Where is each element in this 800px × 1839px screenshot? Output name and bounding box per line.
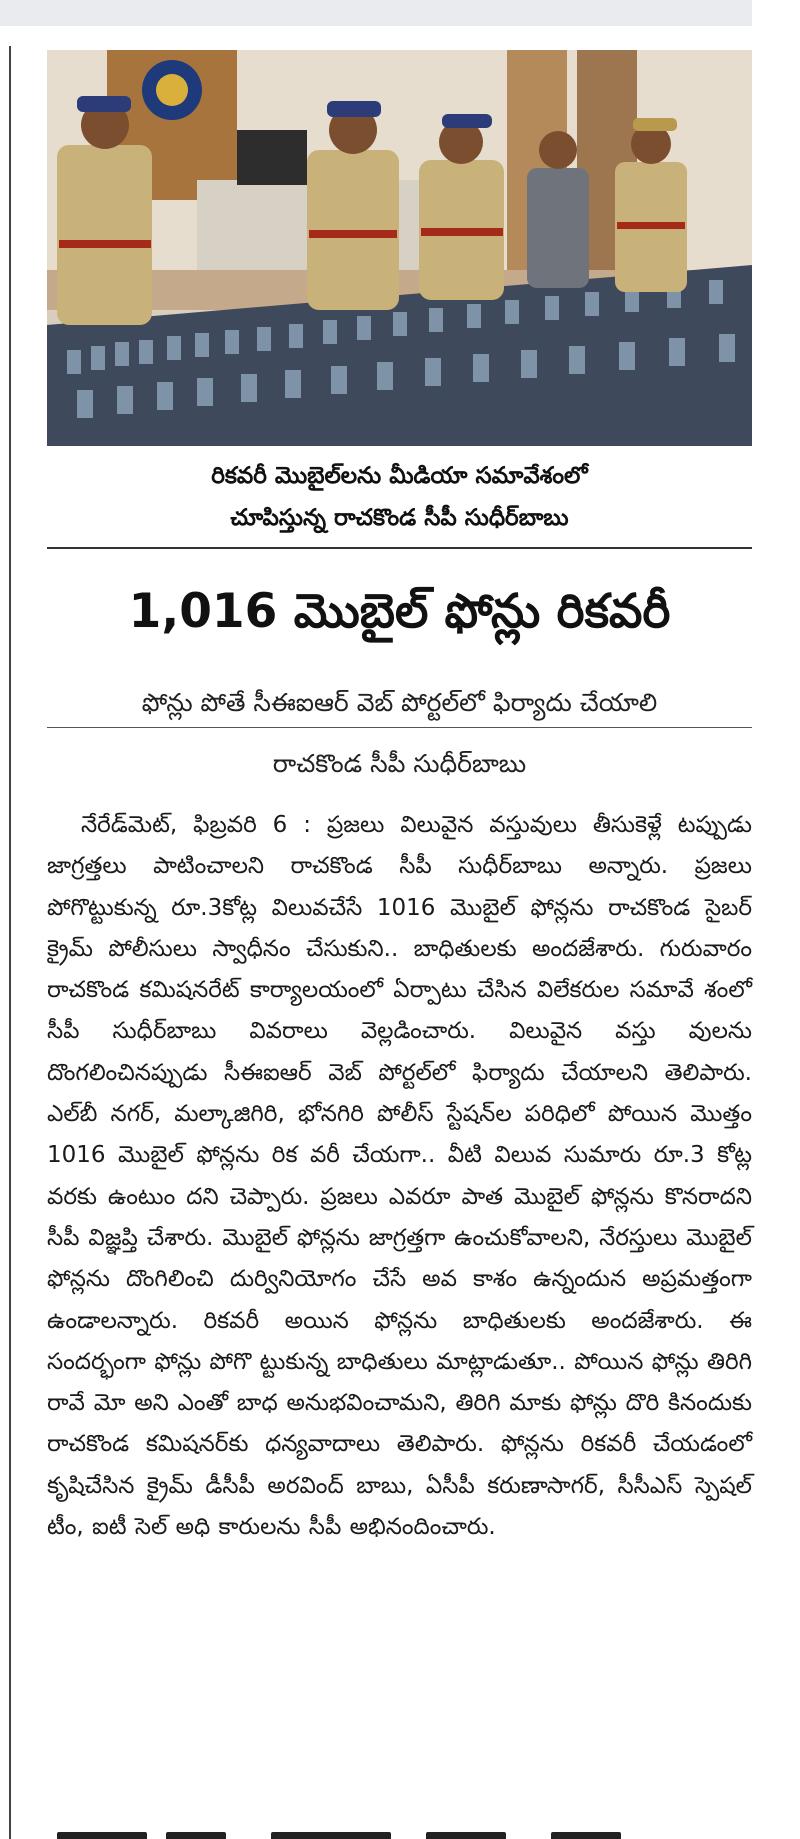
article-body: నేరేడ్‌మెట్, ఫిబ్రవరి 6 : ప్రజలు విలువైన వస్తువులు తీసుకెళ్లే టప్పుడు జాగ్రత్తలు పాటించాలని రాచకొండ సీపీ సుధీర్‌బాబు అన్నారు. ప్రజలు పోగొట్టుకున్న రూ.3కోట్ల విలువచేసే 1016 మొబైల్ ఫోన్లను రాచకొండ సైబర్ క్రైమ్ పోలీసులు స్వాధీనం చేసుకుని.. బాధితులకు అందజేశారు. గురువారం రాచకొండ కమిషనరేట్ కార్యాలయంలో ఏర్పాటు చేసిన విలేకరుల సమావే శంలో సీపీ సుధీర్‌బాబు వివరాలు వెల్లడించారు. విలువైన వస్తు వులను దొంగలించినప్పుడు సీఈఐఆర్ వెబ్ పోర్టల్‌లో ఫిర్యాదు చేయాలని తెలిపారు. ఎల్‌బీ నగర్, మల్కాజిగిరి, భోనగిరి పోలీస్ స్టేషన్‌ల పరిధిలో పోయిన మొత్తం 1016 మొబైల్ ఫోన్లను రిక వరీ చేయగా.. వీటి విలువ సుమారు రూ.3 కోట్ల వరకు ఉంటుం దని చెప్పారు. ప్రజలు ఎవరూ పాత మొబైల్ ఫోన్లను కొనరాదని సీపీ విజ్ఞప్తి చేశారు. మొబైల్ ఫోన్లను జాగ్రత్తగా ఉంచుకోవాలని, నేరస్తులు మొబైల్ ఫోన్లను దొంగిలించి దుర్వినియోగం చేసే అవ కాశం ఉన్నందున అప్రమత్తంగా ఉండాలన్నారు. రికవరీ అయిన ఫోన్లను బాధితులకు అందజేశారు. ఈ సందర్భంగా ఫోన్లు పోగొ ట్టుకున్న బాధితులు మాట్లాడుతూ.. పోయిన ఫోన్లు తిరిగి రావే మో అని ఎంతో బాధ అనుభవించామని, తిరిగి మాకు ఫోన్లు దొరి కినందుకు రాచకొండ కమిషనర్‌కు ధన్యవాదాలు తెలిపారు. ఫోన్లను రికవరీ చేయడంలో కృషిచేసిన క్రైమ్ డీసీపీ అరవింద్ బాబు, ఏసీపీ కరుణాసాగర్, సీసీఎస్ స్పెషల్ టీం, ఐటీ సెల్ అధి కారులను సీపీ అభినందించారు. [47,812,752,1541]
photo-illustration [47,50,752,446]
caption-line-1: రికవరీ మొబైల్‌లను మీడియా సమావేశంలో [211,463,588,489]
news-photo [47,50,752,446]
top-strip [0,0,752,26]
subheadline: ఫోన్లు పోతే సీఈఐఆర్ వెబ్ పోర్టల్‌లో ఫిర్యాదు చేయాలి [141,688,658,717]
caption-divider [47,547,752,549]
headline: 1,016 మొబైల్ ఫోన్లు రికవరీ [128,584,671,639]
column-divider [9,46,11,1839]
byline: రాచకొండ సీపీ సుధీర్‌బాబు [272,749,527,778]
next-article-cutoff [47,1827,752,1839]
subhead-divider [47,727,752,728]
photo-caption [47,455,752,539]
caption-line-2: చూపిస్తున్న రాచకొండ సీపీ సుధీర్‌బాబు [230,505,569,531]
